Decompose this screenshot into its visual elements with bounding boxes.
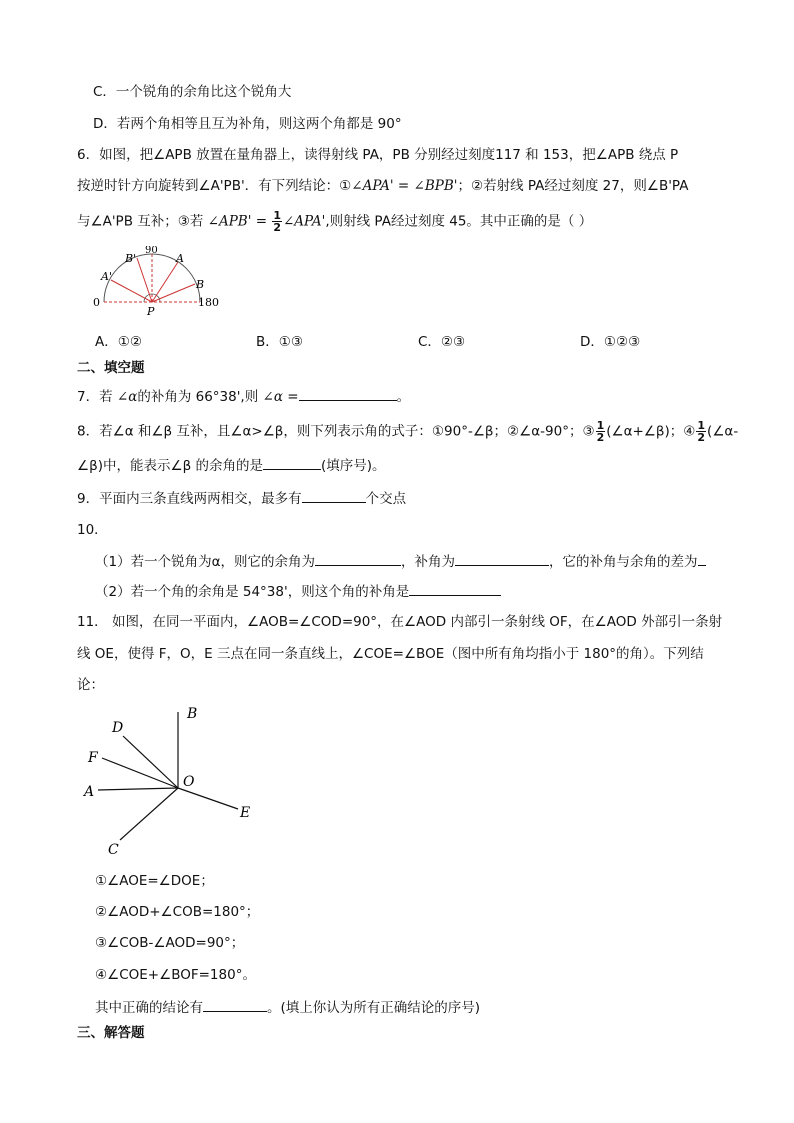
q6-fraction (272, 210, 282, 233)
q8-text-d: ∠β)中，能表示∠β 的余角的是 (77, 458, 263, 474)
section-fill-in-heading: 二、填空题 (77, 360, 145, 376)
q8-text-b: (∠α+∠β)；④ (606, 423, 696, 440)
q10-blank-difference[interactable] (698, 551, 706, 566)
q10-part-2 (95, 581, 501, 602)
q11-answer-blank[interactable] (203, 997, 267, 1012)
q10-p1-text-c: ，它的补角与余角的差为 (549, 554, 698, 570)
q6-option-d: D．①②③ (580, 334, 641, 350)
q8-text-c: (∠α- (707, 423, 739, 440)
q8-answer-blank[interactable] (263, 455, 321, 470)
q9-text-a: 9．平面内三条直线两两相交，最多有 (77, 491, 302, 507)
q11-tail-a: 其中正确的结论有 (95, 1000, 203, 1016)
q8-line-2 (77, 455, 386, 476)
fraction-denominator: 2 (596, 431, 605, 444)
q11-conclusion-2: ②∠AOD+∠COB=180°； (95, 904, 260, 920)
q11-line-2: 线 OE，使得 F，O，E 三点在同一条直线上，∠COE=∠BOE（图中所有角均指小于 180°的角）。下列结 (77, 646, 704, 662)
ray-OF (102, 758, 178, 788)
label-A: A (84, 784, 95, 800)
q10-blank-complement[interactable] (315, 551, 401, 566)
q11-conclusion-4: ④∠COE+∠BOF=180°。 (95, 967, 256, 983)
label-180: 180 (198, 296, 219, 309)
q6-formula-1: ∠APA' = ∠BPB' (351, 178, 458, 194)
q8-line-1 (77, 420, 738, 443)
q6-line-2a: 按逆时针方向旋转到∠A'PB'．有下列结论：① (77, 178, 352, 194)
section-answer-heading: 三、解答题 (77, 1025, 145, 1041)
label-B-prime: B' (125, 252, 137, 265)
label-D: D (112, 720, 124, 736)
fraction-numerator: 1 (596, 419, 605, 432)
q9 (77, 488, 406, 509)
q7-alpha: ∠α (116, 389, 138, 405)
label-B: B (196, 278, 205, 291)
fraction-numerator: 1 (697, 419, 706, 432)
q6-line-3 (77, 210, 592, 233)
q11-line-3: 论： (77, 677, 104, 693)
rays-figure (80, 702, 270, 862)
q7-alpha-eq: ∠α = (262, 389, 299, 405)
q7-period: 。 (396, 389, 411, 405)
ray-OC (120, 788, 178, 840)
label-0: 0 (93, 296, 100, 309)
label-B: B (187, 706, 198, 722)
q8-text-e: (填序号)。 (321, 458, 386, 474)
ray-PA (152, 262, 178, 302)
q10-blank-p2[interactable] (409, 581, 501, 596)
q10-p1-text-b: ，补角为 (401, 554, 455, 570)
q8-fraction-1 (596, 420, 606, 443)
q10-number: 10． (77, 522, 108, 538)
protractor-figure (90, 246, 230, 318)
q5-option-c: C．一个锐角的余角比这个锐角大 (93, 84, 292, 100)
label-O: O (183, 774, 195, 790)
label-P: P (147, 305, 155, 318)
label-A-prime: A' (101, 270, 112, 283)
q11-conclusion-1: ①∠AOE=∠DOE； (95, 873, 214, 889)
q7 (77, 386, 410, 407)
label-C: C (108, 842, 119, 858)
ray-PB (152, 284, 195, 302)
q9-answer-blank[interactable] (302, 488, 366, 503)
q6-formula-3: ∠APA' (282, 213, 326, 230)
label-F: F (88, 750, 98, 766)
q7-answer-blank[interactable] (299, 386, 397, 401)
q6-line-3a: 与∠A'PB 互补；③若 (77, 213, 208, 230)
q6-option-c: C．②③ (418, 334, 466, 350)
q10-p1-text-a: （1）若一个锐角为α，则它的余角为 (95, 554, 315, 570)
q5-option-d: D．若两个角相等且互为补角，则这两个角都是 90° (93, 116, 402, 132)
q11-conclusion-3: ③∠COB-∠AOD=90°； (95, 935, 245, 951)
ray-OD (123, 736, 178, 788)
ray-OE (178, 788, 238, 809)
q6-line-2 (77, 176, 688, 196)
label-90: 90 (145, 246, 158, 256)
q6-formula-2: ∠APB' = (207, 213, 272, 230)
q11-tail (95, 997, 480, 1018)
ray-OA (98, 788, 178, 790)
q6-option-b: B．①③ (256, 334, 303, 350)
q6-line-1: 6．如图，把∠APB 放置在量角器上，读得射线 PA，PB 分别经过刻度117 和 153，把∠APB 绕点 P (77, 147, 679, 163)
fraction-numerator: 1 (273, 209, 281, 222)
fraction-denominator: 2 (697, 431, 706, 444)
q8-text-a: 8．若∠α 和∠β 互补，且∠α>∠β，则下列表示角的式子：①90°-∠β；②∠α-90°；③ (77, 423, 595, 440)
q10-part-1 (95, 551, 706, 572)
q6-line-3d: ,则射线 PA经过刻度 45。其中正确的是（ ） (325, 213, 593, 230)
q11-line-1: 11． 如图，在同一平面内，∠AOB=∠COD=90°，在∠AOD 内部引一条射线 OF，在∠AOD 外部引一条射 (77, 614, 723, 630)
fraction-denominator: 2 (273, 221, 281, 234)
q9-text-b: 个交点 (365, 491, 407, 507)
q7-text-a: 7．若 (77, 389, 117, 405)
q6-line-2c: ；②若射线 PA经过刻度 27，则∠B'PA (457, 178, 689, 194)
q11-tail-b: 。(填上你认为所有正确结论的序号) (267, 1000, 481, 1016)
q10-p2-text: （2）若一个角的余角是 54°38'，则这个角的补角是 (95, 584, 410, 600)
q8-fraction-2 (696, 420, 706, 443)
q6-option-a: A．①② (95, 334, 142, 350)
label-E: E (240, 805, 251, 821)
q7-text-c: 的补角为 66°38',则 (137, 389, 263, 405)
label-A: A (176, 252, 184, 265)
q10-blank-supplement[interactable] (455, 551, 549, 566)
